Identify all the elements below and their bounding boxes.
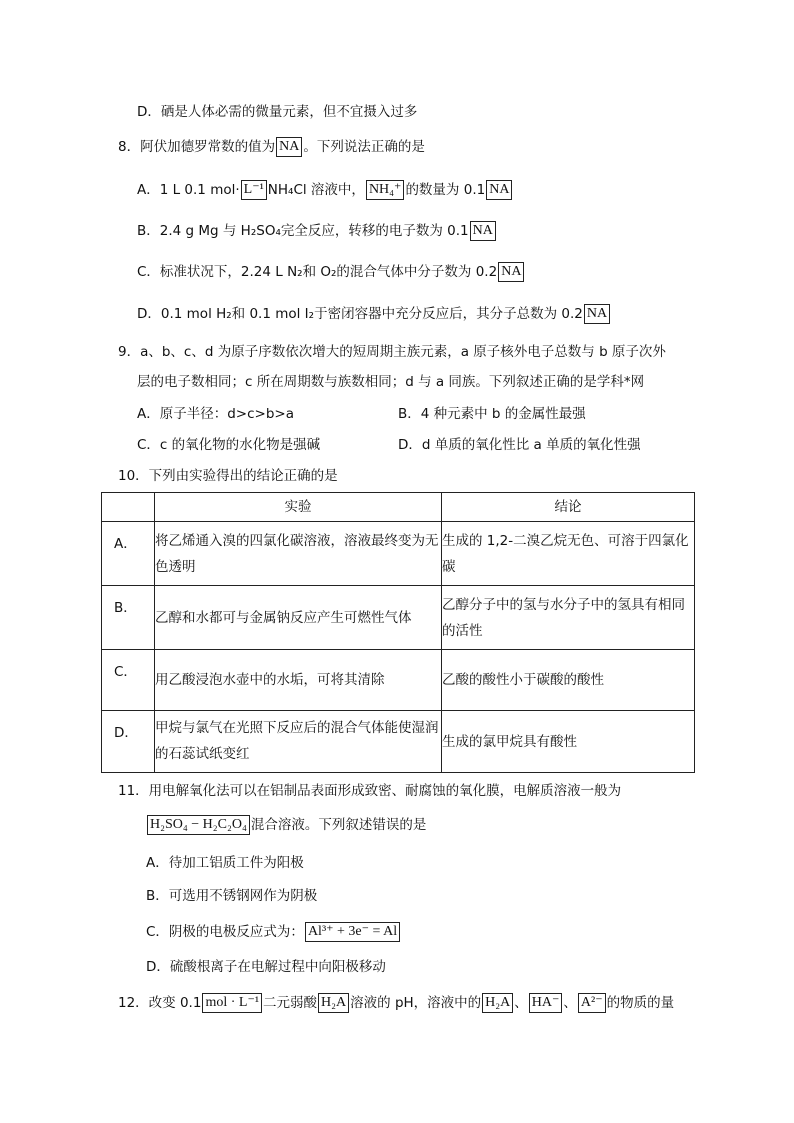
conclusion-cell xyxy=(442,586,695,650)
q8-stem-text: 8．阿伏加德罗常数的值为 xyxy=(118,139,276,155)
experiment-text: 将乙烯通入溴的四氯化碳溶液，溶液最终变为无色透明 xyxy=(155,533,439,575)
separator: 、 xyxy=(563,995,577,1011)
q8-d-text: D．0.1 mol H₂和 0.1 mol I₂于密闭容器中充分反应后，其分子总数为 0.2 xyxy=(137,306,583,322)
table-header-row xyxy=(102,493,695,522)
conclusion-cell xyxy=(442,711,695,773)
q8-option-a xyxy=(137,180,513,200)
species-a2: A²⁻ xyxy=(578,993,606,1013)
experiment-text: 用乙酸浸泡水壶中的水垢，可将其清除 xyxy=(155,672,385,688)
na-symbol: NA xyxy=(276,137,302,157)
table-row xyxy=(102,586,695,650)
q9-option-d: D．d 单质的氧化性比 a 单质的氧化性强 xyxy=(398,437,641,453)
q12-stem xyxy=(118,993,674,1013)
na-symbol: NA xyxy=(486,180,512,200)
conclusion-text: 生成的 1,2-二溴乙烷无色、可溶于四氯化碳 xyxy=(442,533,689,575)
q11-stem-line2 xyxy=(146,815,426,835)
experiment-cell xyxy=(155,586,442,650)
header-cell-label xyxy=(102,493,155,522)
q11-stem-tail: 混合溶液。下列叙述错误的是 xyxy=(250,817,427,833)
q8-a-mid: NH₄Cl 溶液中， xyxy=(267,182,365,198)
q11-option-a: A．待加工铝质工件为阳极 xyxy=(146,855,304,871)
q12-text-tail: 的物质的量 xyxy=(606,995,675,1011)
experiment-cell xyxy=(155,711,442,773)
conclusion-text: 乙酸的酸性小于碳酸的酸性 xyxy=(442,672,604,688)
experiment-cell xyxy=(155,522,442,586)
q9-option-a: A．原子半径：d>c>b>a xyxy=(137,406,295,422)
q9-option-b: B．4 种元素中 b 的金属性最强 xyxy=(398,406,586,422)
experiment-text: 乙醇和水都可与金属钠反应产生可燃性气体 xyxy=(155,609,412,626)
q11-option-c xyxy=(146,922,401,942)
q8-stem-tail: 。下列说法正确的是 xyxy=(303,139,425,155)
q11-stem-line1: 11．用电解氧化法可以在铝制品表面形成致密、耐腐蚀的氧化膜，电解质溶液一般为 xyxy=(118,783,622,799)
q8-option-d xyxy=(137,304,611,324)
q8-a-tail: 的数量为 0.1 xyxy=(405,182,486,198)
header-cell-conclusion: 结论 xyxy=(442,493,695,522)
q12-text-mid2: 溶液的 pH，溶液中的 xyxy=(350,995,482,1011)
q8-c-text: C．标准状况下，2.24 L N₂和 O₂的混合气体中分子数为 0.2 xyxy=(137,264,498,280)
species-h2a: H₂A xyxy=(482,993,513,1013)
q8-option-b xyxy=(137,221,497,241)
na-symbol: NA xyxy=(498,262,524,282)
table-row xyxy=(102,522,695,586)
q11-option-d: D．硫酸根离子在电解过程中向阳极移动 xyxy=(146,959,386,975)
species-ha: HA⁻ xyxy=(529,993,563,1013)
q12-text-mid1: 二元弱酸 xyxy=(263,995,318,1011)
q11-option-b: B．可选用不锈钢网作为阴极 xyxy=(146,888,318,904)
header-cell-experiment: 实验 xyxy=(155,493,442,522)
acid-formula: H₂A xyxy=(318,993,349,1013)
row-label: B． xyxy=(102,586,155,650)
q10-stem: 10．下列由实验得出的结论正确的是 xyxy=(118,468,338,484)
row-label: C． xyxy=(102,650,155,711)
na-symbol: NA xyxy=(584,304,610,324)
table-row xyxy=(102,711,695,773)
q9-option-c: C．c 的氧化物的水化物是强碱 xyxy=(137,437,321,453)
separator: 、 xyxy=(514,995,528,1011)
q8-a-text: A．1 L 0.1 mol· xyxy=(137,182,240,198)
concentration-unit: mol · L⁻¹ xyxy=(202,993,262,1013)
electrolyte-formula: H₂SO₄ − H₂C₂O₄ xyxy=(147,815,250,835)
na-symbol: NA xyxy=(470,221,496,241)
experiment-text: 甲烷与氯气在光照下反应后的混合气体能使湿润的石蕊试纸变红 xyxy=(155,720,439,762)
conclusion-text: 生成的氯甲烷具有酸性 xyxy=(442,733,577,750)
q7-option-d: D．硒是人体必需的微量元素，但不宜摄入过多 xyxy=(137,104,418,120)
q9-stem-line2: 层的电子数相同；c 所在周期数与族数相同；d 与 a 同族。下列叙述正确的是学科*网 xyxy=(137,374,645,390)
q12-text: 12．改变 0.1 xyxy=(118,995,202,1011)
q11-c-text: C．阴极的电极反应式为： xyxy=(146,924,304,940)
electrode-equation: Al³⁺ + 3e⁻ = Al xyxy=(305,922,400,942)
q10-table xyxy=(101,492,695,773)
q8-b-text: B．2.4 g Mg 与 H₂SO₄完全反应，转移的电子数为 0.1 xyxy=(137,223,469,239)
unit-box: L⁻¹ xyxy=(241,180,267,200)
q9-stem-line1: 9．a、b、c、d 为原子序数依次增大的短周期主族元素，a 原子核外电子总数与 b 原子次外 xyxy=(118,344,666,360)
table-row xyxy=(102,650,695,711)
q8-option-c xyxy=(137,262,525,282)
conclusion-text: 乙醇分子中的氢与水分子中的氢具有相同的活性 xyxy=(442,597,685,639)
conclusion-cell xyxy=(442,522,695,586)
row-label: A． xyxy=(102,522,155,586)
ammonium-box: NH₄⁺ xyxy=(366,180,405,200)
row-label: D． xyxy=(102,711,155,773)
experiment-cell xyxy=(155,650,442,711)
conclusion-cell xyxy=(442,650,695,711)
q8-stem xyxy=(118,137,425,157)
